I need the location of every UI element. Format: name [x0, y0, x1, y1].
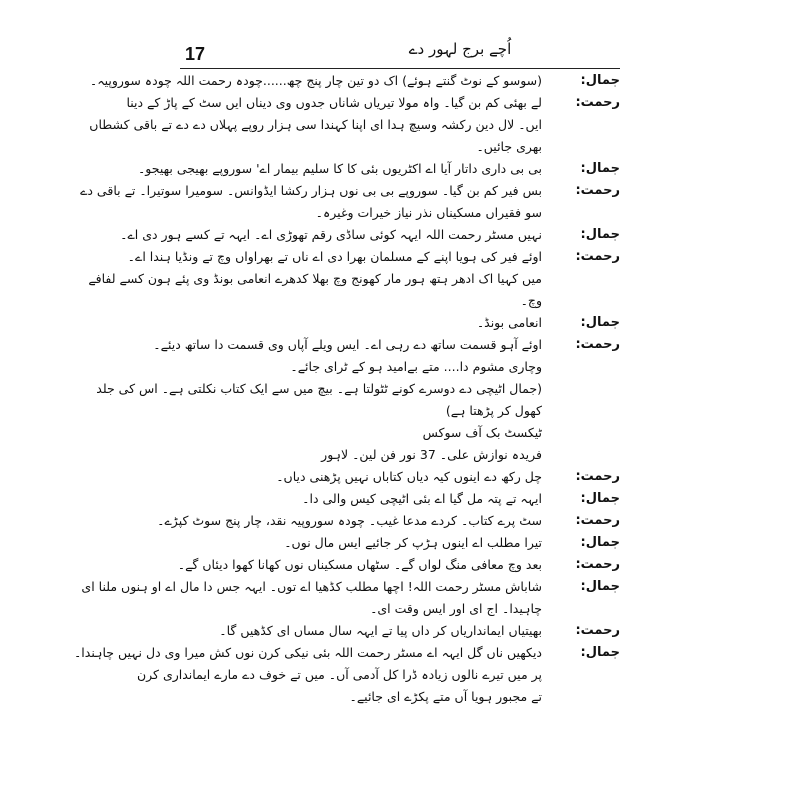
- speaker-label: جمال:: [580, 227, 620, 242]
- speech-line: چل رکھ دے اینوں کیہ دیاں کتاباں نہیں پڑھنی دیاں۔: [276, 469, 542, 484]
- dialogue-entry: [81, 576, 620, 620]
- speech-line: سو فقیراں مسکیناں نذر نیاز خیرات وغیرہ۔: [315, 205, 542, 220]
- speech-text: [89, 92, 542, 158]
- speaker-label: رحمت:: [575, 623, 620, 638]
- speech-line: بعد وچ معافی منگ لواں گے۔ سٹھاں مسکیناں نوں کھانا کھوا دیئاں گے۔: [177, 557, 542, 572]
- speech-line: وچاری مشوم دا.... متے بےامید ہو کے ٹرای جائے۔: [290, 359, 542, 374]
- speech-text: [160, 312, 542, 334]
- speech-line: کھول کر پڑھتا ہے): [445, 403, 542, 418]
- speech-line: پر میں تیرے نالوں زیادہ ڈرا کل آدمی آں۔ میں تے خوف دے مارے ایمانداری کرن: [136, 667, 542, 682]
- page-number: 17: [185, 44, 206, 64]
- speaker-label: رحمت:: [575, 249, 620, 264]
- speech-line: وچ۔: [520, 293, 542, 308]
- speech-text: [88, 246, 542, 312]
- speaker-label: جمال:: [580, 579, 620, 594]
- speech-line: سٹ پرے کتاب۔ کردے مدعا غیب۔ چودہ سوروپیہ نقد، چار پنج سوٹ کپڑے۔: [157, 513, 542, 528]
- dialogue-entry: [160, 620, 620, 642]
- dialogue-entry: [88, 246, 620, 312]
- header-rule: [180, 68, 620, 69]
- dialogue-body: [73, 70, 620, 708]
- speech-line: بھیتیاں ایمانداریاں کر داں پیا تے ایہہ سال مساں ای کڈھیں گا۔: [219, 623, 542, 638]
- speaker-label: جمال:: [580, 491, 620, 506]
- speech-line: بس فیر کم بن گیا۔ سوروپے بی بی نوں ہزار رکشا ایڈوانس۔ سومیرا سوتیرا۔ تے باقی دے: [80, 183, 542, 198]
- dialogue-entry: [160, 554, 620, 576]
- dialogue-entry: [80, 180, 620, 224]
- dialogue-entry: [157, 510, 620, 532]
- dialogue-entry: [89, 92, 620, 158]
- speaker-label: جمال:: [580, 161, 620, 176]
- speech-line: شاباش مسٹر رحمت اللہ! اچھا مطلب کڈھیا اے توں۔ ایہہ جس دا مال اے او ہنوں ملنا ای: [81, 579, 542, 594]
- dialogue-entry: [73, 642, 620, 708]
- dialogue-entry: [120, 224, 620, 246]
- speaker-label: [542, 378, 620, 466]
- speech-line: بھری جائیں۔: [476, 139, 542, 154]
- speaker-label: رحمت:: [575, 183, 620, 198]
- dialogue-entry: [96, 378, 620, 466]
- running-title: اُچے برج لہور دے: [408, 40, 512, 58]
- speech-line: ایہہ تے پتہ مل گیا اے بئی اٹیچی کیس والی دا۔: [302, 491, 542, 506]
- speech-text: [138, 158, 542, 180]
- dialogue-entry: [89, 70, 620, 92]
- speech-text: [160, 532, 542, 554]
- speech-text: [74, 642, 542, 708]
- speech-text: [157, 510, 542, 532]
- speech-line: اوئے آہو قسمت ساتھ دے رہی اے۔ ایس ویلے آپاں وی قسمت دا ساتھ دیئے۔: [153, 337, 542, 352]
- speech-line: میں کہیا اک ادھر ہتھ ہور مار کھونج وچ بھلا کدھرے انعامی بونڈ وی پئے ہون کسے لفافے: [88, 271, 542, 286]
- speech-line: ایں۔ لال دین رکشہ وسیچ ہدا ای اپنا کہندا سی ہزار روپے پہلاں دے دے تے باقی کشطاں: [89, 117, 542, 132]
- speech-text: [160, 620, 542, 642]
- speech-line: چاہیدا۔ اج ای اور ایس وقت ای۔: [370, 601, 542, 616]
- speech-text: [160, 554, 542, 576]
- speech-text: [153, 334, 542, 378]
- speaker-label: رحمت:: [575, 95, 620, 110]
- speech-line: بی بی داری داتار آیا اے اکٹریوں بئی کا کا سلیم بیمار اے' سوروپے بھیجی بھیجو۔: [137, 161, 542, 176]
- speaker-label: رحمت:: [575, 513, 620, 528]
- speech-line: اوئے فیر کی ہویا اپنے کے مسلمان بھرا دی اے ناں تے بھراواں وچ تے ونڈیا ہندا اے۔: [127, 249, 542, 264]
- speech-line: (جمال اٹیچی دے دوسرے کونے ٹٹولتا ہے۔ بیچ میں سے ایک کتاب نکلتی ہے۔ اس کی جلد: [96, 381, 542, 396]
- dialogue-entry: [160, 312, 620, 334]
- speech-text: [90, 70, 542, 92]
- speech-text: [80, 180, 542, 224]
- speech-text: [160, 488, 542, 510]
- speech-line: ٹیکسٹ بک آف سوکس: [422, 425, 542, 440]
- speech-line: دیکھیں ناں گل ایہہ اے مسٹر رحمت اللہ بئی نیکی کرن نوں کش میرا وی دل نہیں چاہندا۔: [73, 645, 542, 660]
- speech-text: [96, 378, 542, 466]
- speech-line: نہیں مسٹر رحمت اللہ ایہہ کوئی ساڈی رقم تھوڑی اے۔ ایہہ تے کسے ہور دی اے۔: [120, 227, 542, 242]
- speaker-label: رحمت:: [575, 337, 620, 352]
- speech-line: تے مجبور ہویا آں متے پکڑے ای جائیے۔: [349, 689, 542, 704]
- speaker-label: جمال:: [580, 645, 620, 660]
- speech-text: [160, 466, 542, 488]
- dialogue-entry: [137, 158, 620, 180]
- dialogue-entry: [160, 466, 620, 488]
- speech-line: فریدہ نوازش علی۔ 37 نور فن لین۔ لاہور: [321, 447, 542, 462]
- speaker-label: جمال:: [580, 535, 620, 550]
- speech-line: انعامی بونڈ۔: [476, 315, 542, 330]
- speaker-label: جمال:: [580, 73, 620, 88]
- speech-text: [81, 576, 542, 620]
- dialogue-entry: [160, 488, 620, 510]
- speaker-label: جمال:: [580, 315, 620, 330]
- dialogue-entry: [160, 532, 620, 554]
- speech-line: لے بھئی کم بن گیا۔ واہ مولا تیریاں شاناں جدوں وی دیناں ایں سٹ کے پاڑ کے دینا: [126, 95, 542, 110]
- dialogue-entry: [153, 334, 620, 378]
- speaker-label: رحمت:: [575, 469, 620, 484]
- speech-line: تیرا مطلب اے اینوں ہڑپ کر جائیے ایس مال نوں۔: [284, 535, 542, 550]
- speech-line: (سوسو کے نوٹ گنتے ہوئے) اک دو تین چار پنج چھ......چودہ رحمت اللہ چودہ سوروپیہ۔: [89, 73, 542, 88]
- speaker-label: رحمت:: [575, 557, 620, 572]
- speech-text: [120, 224, 542, 246]
